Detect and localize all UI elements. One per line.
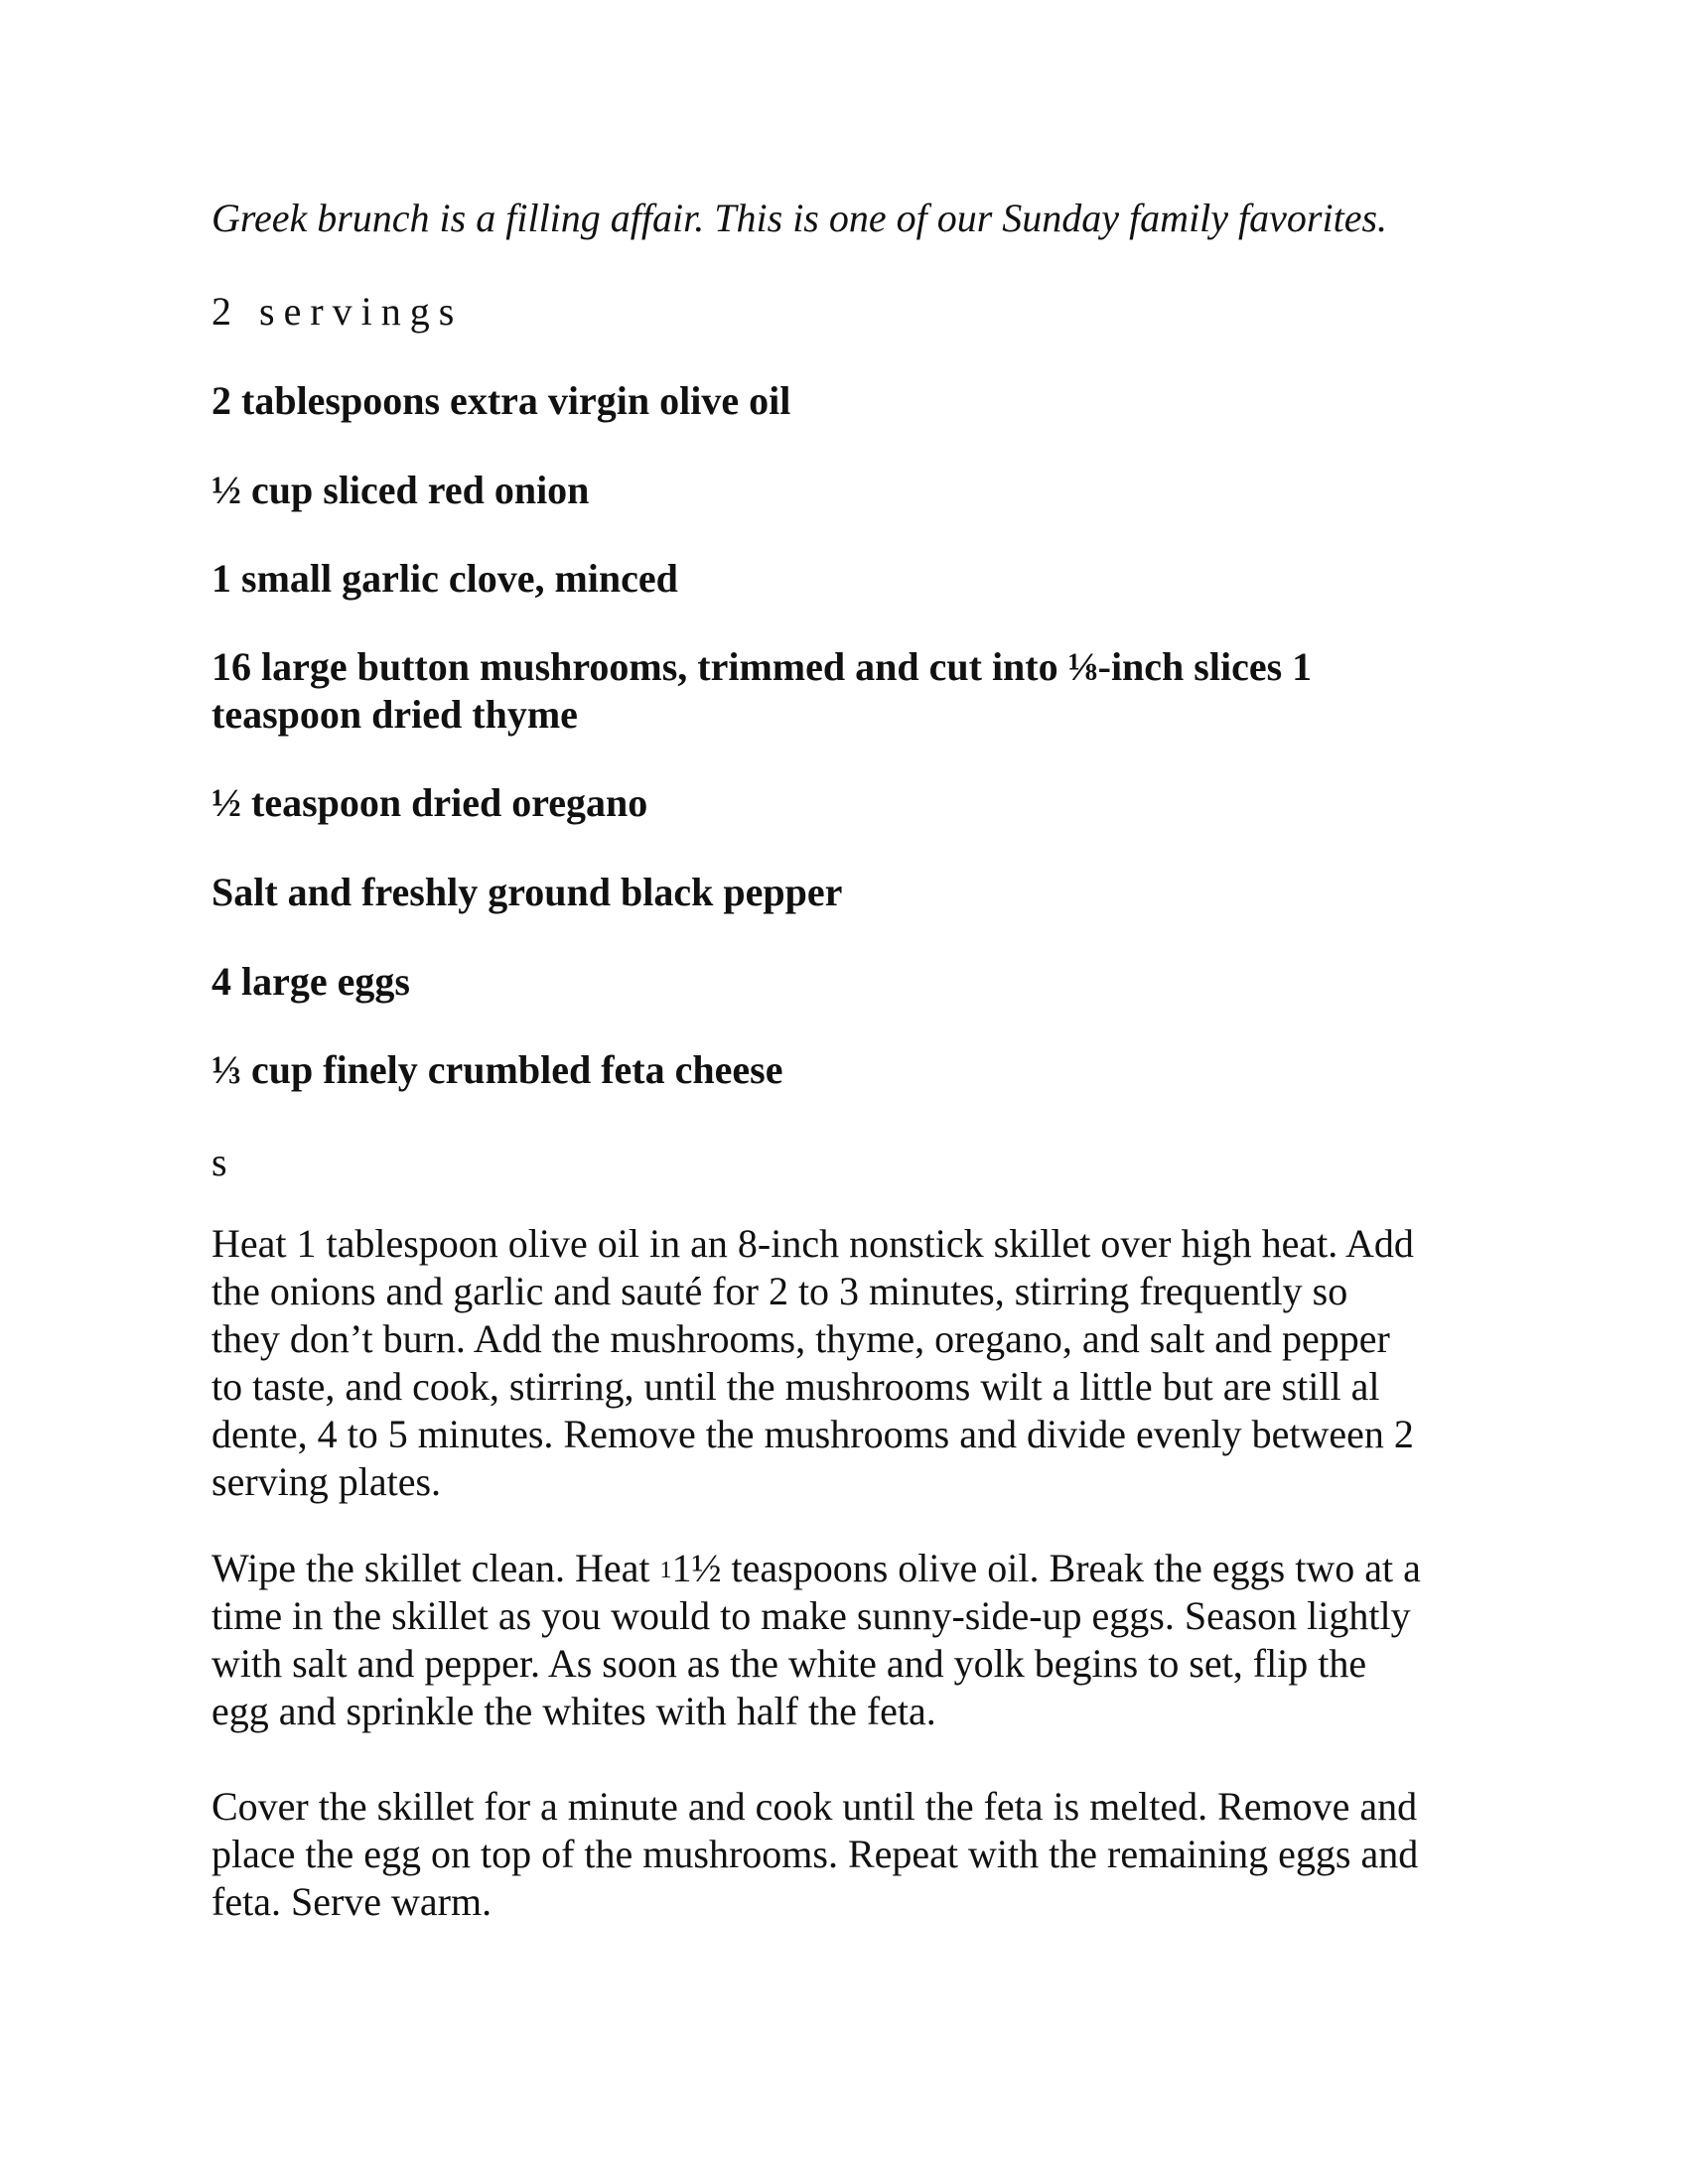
step-line: Heat 1 tablespoon olive oil in an 8-inch nonstick skillet over high heat. Add bbox=[211, 1221, 1414, 1266]
ingredient-item: 16 large button mushrooms, trimmed and cut into ⅛-inch slices 1 bbox=[211, 644, 1313, 689]
stray-mark: s bbox=[211, 1140, 227, 1184]
ingredient-item: 1 small garlic clove, minced bbox=[211, 556, 678, 601]
ingredient-item: ⅓ cup finely crumbled feta cheese bbox=[211, 1047, 783, 1092]
step-line: feta. Serve warm. bbox=[211, 1879, 492, 1924]
ingredient-item: ½ cup sliced red onion bbox=[211, 468, 590, 512]
superscript-mark: 1 bbox=[659, 1558, 672, 1583]
ingredient-item: 4 large eggs bbox=[211, 959, 410, 1004]
instruction-step-3 bbox=[211, 1783, 1418, 1926]
ingredient-item: ½ teaspoon dried oregano bbox=[211, 780, 648, 825]
step-line: Cover the skillet for a minute and cook until the feta is melted. Remove and bbox=[211, 1784, 1418, 1829]
recipe-intro: Greek brunch is a filling affair. This is one of our Sunday family favorites. bbox=[211, 196, 1388, 240]
step-text: 1½ teaspoons olive oil. Break the eggs two at a bbox=[671, 1546, 1421, 1590]
step-line: egg and sprinkle the whites with half the feta. bbox=[211, 1689, 936, 1733]
step-line: time in the skillet as you would to make sunny-side-up eggs. Season lightly bbox=[211, 1593, 1411, 1638]
step-line: to taste, and cook, stirring, until the mushrooms wilt a little but are still al bbox=[211, 1364, 1380, 1409]
instruction-step-2 bbox=[211, 1545, 1421, 1735]
step-line: dente, 4 to 5 minutes. Remove the mushrooms and divide evenly between 2 bbox=[211, 1412, 1414, 1456]
step-text: Wipe the skillet clean. Heat bbox=[211, 1546, 660, 1590]
step-line: with salt and pepper. As soon as the white and yolk begins to set, flip the bbox=[211, 1641, 1367, 1686]
step-line: serving plates. bbox=[211, 1459, 442, 1504]
servings-label: 2 servings bbox=[211, 289, 464, 334]
recipe-page bbox=[211, 0, 1502, 2184]
step-line: the onions and garlic and sauté for 2 to 3 minutes, stirring frequently so bbox=[211, 1269, 1348, 1313]
step-line bbox=[211, 1545, 1421, 1592]
ingredient-item: teaspoon dried thyme bbox=[211, 692, 578, 737]
ingredient-item: 2 tablespoons extra virgin olive oil bbox=[211, 378, 791, 423]
step-line: they don’t burn. Add the mushrooms, thyme, oregano, and salt and pepper bbox=[211, 1316, 1390, 1361]
instruction-step-1 bbox=[211, 1220, 1414, 1506]
step-line: place the egg on top of the mushrooms. Repeat with the remaining eggs and bbox=[211, 1832, 1419, 1876]
ingredient-item: Salt and freshly ground black pepper bbox=[211, 870, 843, 914]
